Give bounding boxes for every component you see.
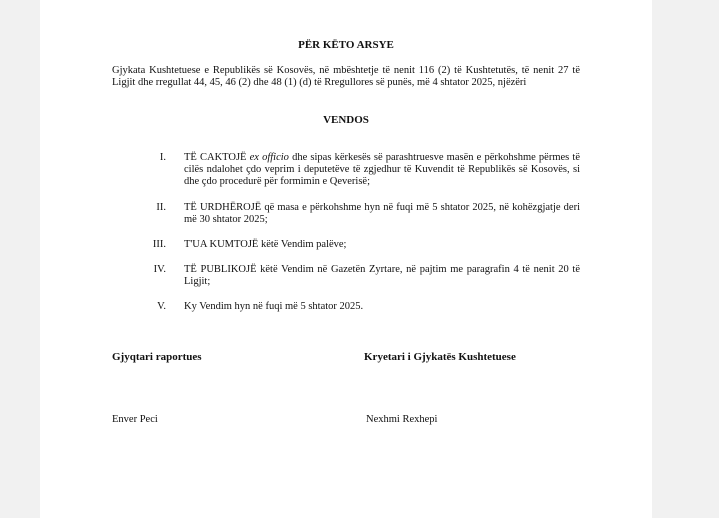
- item-emphasis: ex officio: [249, 152, 289, 163]
- left-signature-name: Enver Peci: [112, 414, 158, 425]
- item-text: T'UA KUMTOJË këtë Vendim palëve;: [184, 239, 347, 250]
- intro-paragraph: Gjykata Kushtetuese e Republikës së Kosovës, në mbështetje të nenit 116 (2) të Kushtetutës, të nenit 27 të Ligjit dhe rregullat 44, 45, 46 (2) dhe 48 (1) (d) të Rregullores së punës, më 4 shtator 2025, njëzëri: [112, 65, 580, 88]
- item-number: II.: [156, 202, 166, 213]
- item-rest: dhe sipas kërkesës së parashtruesve masën e përkohshme përmes të cilës ndalohet çdo veprim i deputetëve të zgjedhur të Kuvendit të Republikës së Kosovës, si dhe çdo procedurë për formimin e Qeverisë;: [184, 152, 580, 187]
- item-lead: TË CAKTOJË: [184, 152, 250, 163]
- right-signature-name: Nexhmi Rexhepi: [366, 414, 438, 425]
- section-heading: PËR KËTO ARSYE: [298, 39, 394, 51]
- item-number: I.: [159, 152, 166, 163]
- item-text: TË URDHËROJË që masa e përkohshme hyn në fuqi më 5 shtator 2025, në kohëzgjatje deri më 30 shtator 2025;: [184, 202, 580, 225]
- item-number: IV.: [153, 264, 166, 275]
- document-page: [40, 0, 652, 518]
- item-text: [184, 152, 580, 188]
- left-signature-title: Gjyqtari raportues: [112, 351, 202, 363]
- item-text: TË PUBLIKOJË këtë Vendim në Gazetën Zyrtare, në pajtim me paragrafin 4 të nenit 20 të Ligjit;: [184, 264, 580, 287]
- decision-heading: VENDOS: [323, 114, 369, 126]
- item-number: V.: [157, 301, 166, 312]
- item-number: III.: [152, 239, 166, 250]
- right-signature-title: Kryetari i Gjykatës Kushtetuese: [364, 351, 516, 363]
- item-text: Ky Vendim hyn në fuqi më 5 shtator 2025.: [184, 301, 364, 312]
